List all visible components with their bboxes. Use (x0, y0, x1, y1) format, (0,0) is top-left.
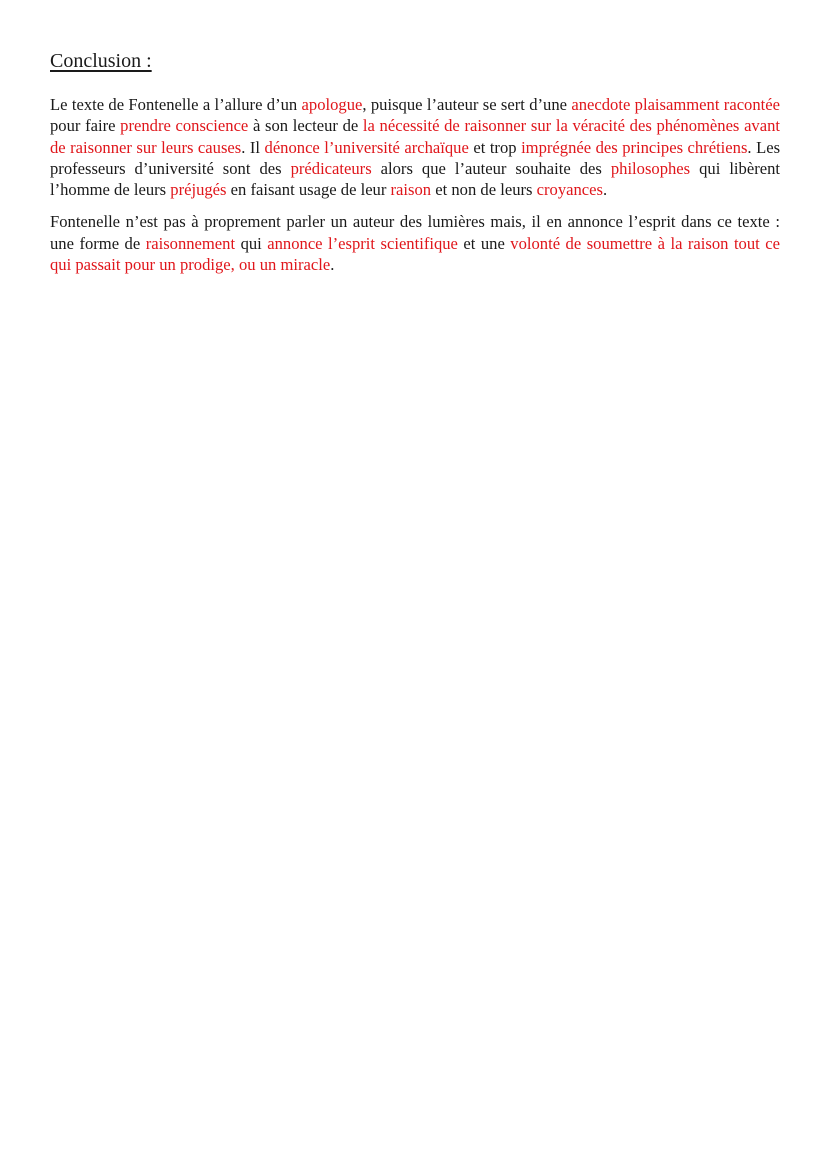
document-page (50, 48, 780, 286)
highlighted-phrase: prédicateurs (290, 158, 372, 178)
text-segment: Le texte de Fontenelle a l’allure d’un (50, 95, 302, 114)
paragraph-2 (50, 211, 780, 275)
text-segment: à son lecteur de (248, 116, 363, 136)
text-segment: pour faire (50, 116, 121, 136)
section-heading: Conclusion : (50, 50, 152, 72)
highlighted-phrase: philosophes (610, 158, 691, 178)
text-segment: . (602, 180, 608, 200)
text-segment: qui (235, 233, 268, 253)
highlighted-phrase: anecdote plaisamment racontée (571, 95, 780, 114)
text-segment: . (330, 255, 335, 275)
text-segment: Fontenelle n’est pas à proprement parler un auteur des lumières mais, il en annonce l’esprit dans ce texte : une forme de (50, 212, 780, 253)
highlighted-phrase: annonce l’esprit scientifique (267, 233, 458, 253)
text-segment: en faisant usage de leur (226, 180, 391, 200)
text-segment: . Il (241, 137, 265, 157)
text-segment: . Les professeurs d’université sont des (50, 137, 781, 178)
text-segment: et une (457, 233, 511, 253)
highlighted-phrase: prendre conscience (120, 116, 249, 136)
text-segment: , puisque l’auteur se sert d’une (362, 95, 572, 114)
conclusion-body (50, 94, 780, 275)
highlighted-phrase: volonté de soumettre à la raison tout ce qui passait pour un prodige, ou un miracle (50, 233, 780, 275)
paragraph-1 (50, 94, 780, 200)
highlighted-phrase: raison (390, 180, 432, 200)
text-segment: qui libèrent l’homme de leurs (50, 158, 781, 200)
highlighted-phrase: la nécessité de raisonner sur la véracité des phénomènes avant de raisonner sur leurs causes (50, 116, 781, 157)
text-segment: et non de leurs (431, 180, 537, 200)
highlighted-phrase: préjugés (170, 180, 227, 200)
text-segment: alors que l’auteur souhaite des (371, 158, 611, 178)
highlighted-phrase: dénonce l’université archaïque (264, 137, 469, 157)
highlighted-phrase: raisonnement (145, 233, 236, 253)
highlighted-phrase: imprégnée des principes chrétiens (521, 137, 748, 157)
highlighted-phrase: apologue (301, 95, 363, 114)
text-segment: et trop (468, 137, 522, 157)
highlighted-phrase: croyances (536, 180, 603, 200)
